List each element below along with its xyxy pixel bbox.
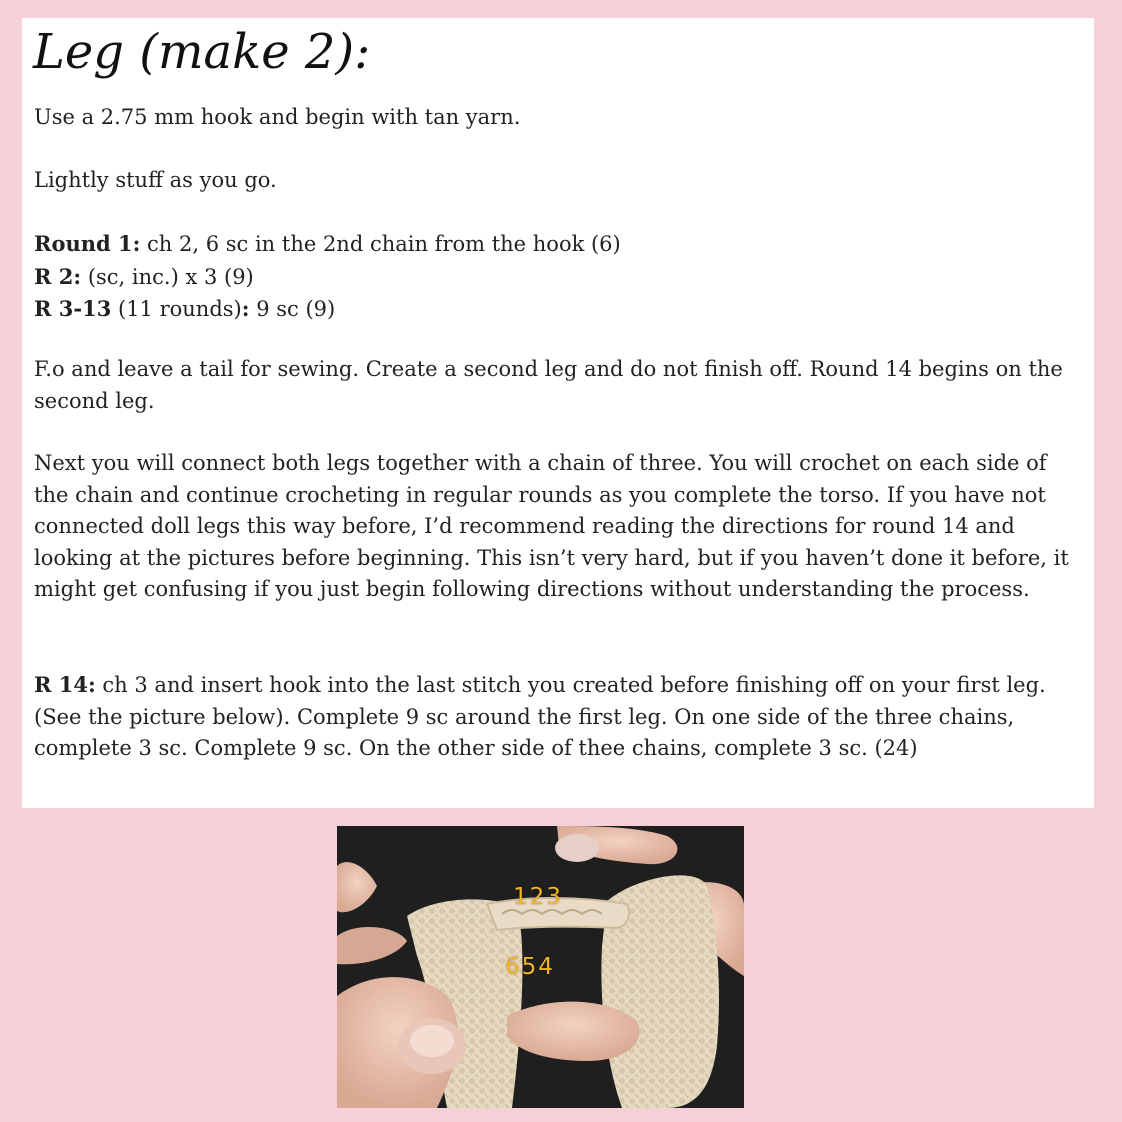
chain-label-top: 123 — [513, 884, 563, 910]
round-label-note: (11 rounds) — [111, 297, 242, 321]
chain-label-bottom: 654 — [505, 954, 555, 980]
round-2 — [34, 261, 1074, 294]
hook-instruction: Use a 2.75 mm hook and begin with tan yarn. — [34, 105, 521, 129]
stuff-instruction: Lightly stuff as you go. — [34, 168, 277, 192]
rounds-list — [34, 228, 1074, 326]
round-3-13 — [34, 293, 1074, 326]
round-14-instruction — [34, 669, 1074, 765]
finish-note: F.o and leave a tail for sewing. Create a second leg and do not finish off. Round 14 begins on the second leg. — [34, 357, 1063, 413]
round-1 — [34, 228, 1074, 261]
round-label-colon: : — [241, 296, 250, 321]
instruction-card — [22, 18, 1094, 808]
connect-note: Next you will connect both legs together with a chain of three. You will crochet on each side of the chain and continue crocheting in regular rounds as you complete the torso. If you have not connected doll legs this way before, I’d recommend reading the directions for round 14 and looking at the pictures before beginning. This isn’t very hard, but if you haven’t done it before, it might get confusing if you just begin following directions without understanding the process. — [34, 451, 1069, 601]
round-label: R 3-13 — [34, 296, 112, 321]
round-label: R 14: — [34, 672, 96, 697]
round-text: ch 3 and insert hook into the last stitch you created before finishing off on your first leg. (See the picture below). Complete 9 sc around the first leg. On one side of the three chains, complete 3 sc. Complete 9 sc. On the other side of thee chains, complete 3 sc. (24) — [34, 673, 1046, 760]
round-text: ch 2, 6 sc in the 2nd chain from the hook (6) — [140, 232, 621, 256]
round-text: (sc, inc.) x 3 (9) — [81, 264, 254, 289]
page-title: Leg (make 2): — [33, 24, 371, 80]
crochet-photo — [337, 826, 744, 1108]
round-label: Round 1: — [34, 231, 141, 256]
round-text: 9 sc (9) — [249, 297, 336, 321]
round-label: R 2: — [34, 263, 82, 289]
